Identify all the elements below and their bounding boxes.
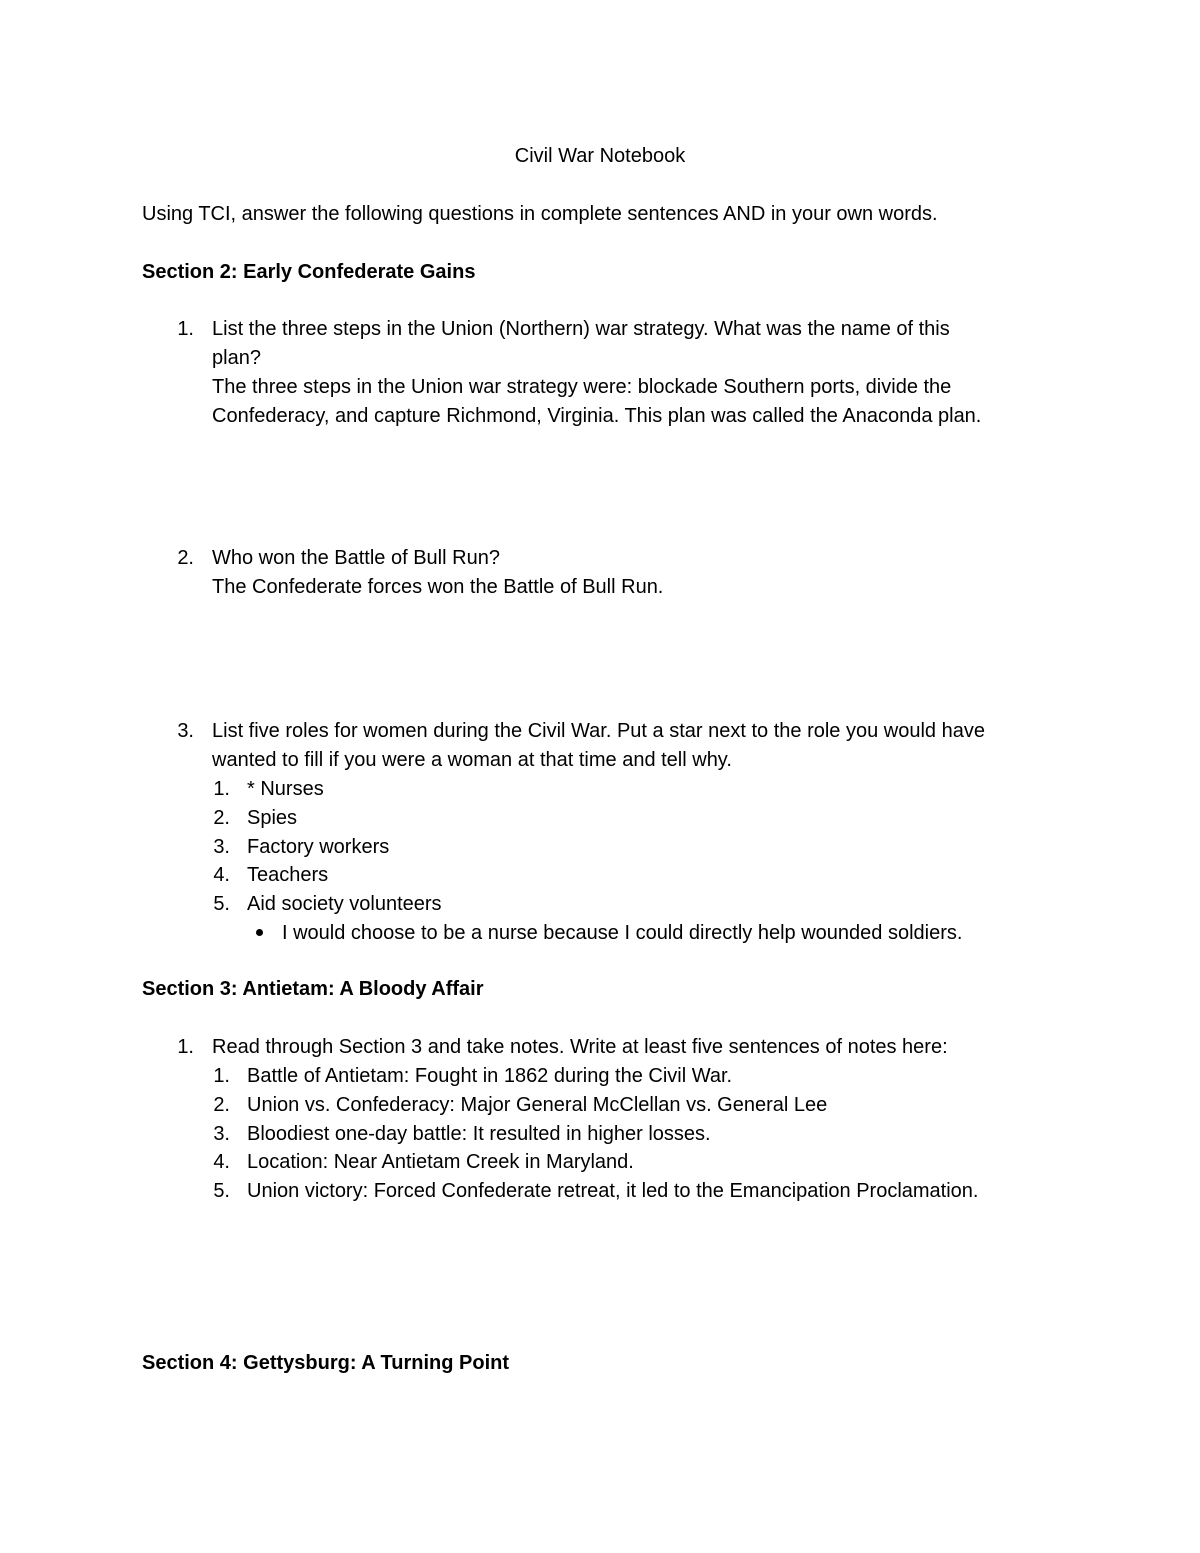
section-4-heading: Section 4: Gettysburg: A Turning Point <box>142 1352 510 1374</box>
note-number: 3. <box>213 1123 230 1145</box>
role-item: Aid society volunteers <box>247 893 442 915</box>
note-number: 2. <box>213 1094 230 1116</box>
s2-q1-question-line1: List the three steps in the Union (Northern) war strategy. What was the name of this <box>212 318 950 340</box>
note-item: Location: Near Antietam Creek in Maryland. <box>247 1151 634 1173</box>
role-number: 2. <box>213 807 230 829</box>
role-item: Spies <box>247 807 298 829</box>
s2-q3-question-line1: List five roles for women during the Civil War. Put a star next to the role you would have <box>212 720 985 742</box>
section-2-heading: Section 2: Early Confederate Gains <box>142 261 476 283</box>
note-item: Battle of Antietam: Fought in 1862 during the Civil War. <box>247 1065 733 1087</box>
s2-q2-number: 2. <box>177 547 194 569</box>
s2-q1-answer-line2: Confederacy, and capture Richmond, Virginia. This plan was called the Anaconda plan. <box>212 405 982 427</box>
role-number: 5. <box>213 893 230 915</box>
role-item: Factory workers <box>247 836 390 858</box>
s2-q3-question-line2: wanted to fill if you were a woman at that time and tell why. <box>212 749 732 771</box>
note-item: Bloodiest one-day battle: It resulted in higher losses. <box>247 1123 711 1145</box>
note-item: Union victory: Forced Confederate retreat, it led to the Emancipation Proclamation. <box>247 1180 979 1202</box>
s3-q1-number: 1. <box>177 1036 194 1058</box>
role-item: * Nurses <box>247 778 324 800</box>
s2-q3-number: 3. <box>177 720 194 742</box>
note-number: 4. <box>213 1151 230 1173</box>
s2-q2-answer: The Confederate forces won the Battle of Bull Run. <box>212 576 664 598</box>
role-number: 1. <box>213 778 230 800</box>
note-item: Union vs. Confederacy: Major General McClellan vs. General Lee <box>247 1094 828 1116</box>
instructions-text: Using TCI, answer the following questions in complete sentences AND in your own words. <box>142 203 938 225</box>
s2-q1-question-line2: plan? <box>212 347 261 369</box>
s2-q2-question: Who won the Battle of Bull Run? <box>212 547 500 569</box>
role-number: 4. <box>213 864 230 886</box>
section-3-heading: Section 3: Antietam: A Bloody Affair <box>142 978 484 1000</box>
s3-q1-question: Read through Section 3 and take notes. Write at least five sentences of notes here: <box>212 1036 948 1058</box>
document-title: Civil War Notebook <box>514 145 686 167</box>
role-reason: I would choose to be a nurse because I could directly help wounded soldiers. <box>282 922 963 944</box>
note-number: 5. <box>213 1180 230 1202</box>
role-number: 3. <box>213 836 230 858</box>
s2-q1-answer-line1: The three steps in the Union war strategy were: blockade Southern ports, divide the <box>212 376 952 398</box>
s2-q1-number: 1. <box>177 318 194 340</box>
bullet-icon <box>256 929 263 936</box>
role-item: Teachers <box>247 864 329 886</box>
note-number: 1. <box>213 1065 230 1087</box>
